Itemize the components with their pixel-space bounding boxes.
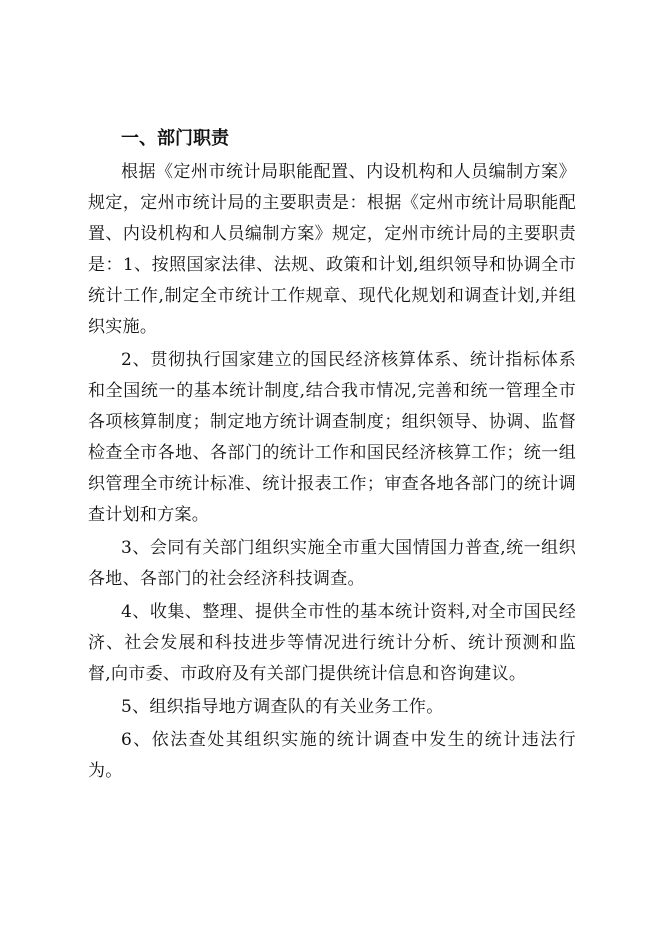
paragraph-item-2: 2、贯彻执行国家建立的国民经济核算体系、统计指标体系和全国统一的基本统计制度,结合我市情况,完善和统一管理全市各项核算制度；制定地方统计调查制度；组织领导、协调、监督检查全市各地、各部门的统计工作和国民经济核算工作；统一组织管理全市统计标准、统计报表工作；审查各地各部门的统计调查计划和方案。 — [88, 350, 576, 525]
paragraph-intro: 根据《定州市统计局职能配置、内设机构和人员编制方案》规定，定州市统计局的主要职责是：根据《定州市统计局职能配置、内设机构和人员编制方案》规定，定州市统计局的主要职责是：1、按照国家法律、法规、政策和计划,组织领导和协调全市统计工作,制定全市统计工作规章、现代化规划和调查计划,并组织实施。 — [88, 162, 576, 337]
document-body — [88, 122, 576, 787]
paragraph-item-6: 6、依法查处其组织实施的统计调查中发生的统计违法行为。 — [88, 730, 576, 781]
section-heading: 一、部门职责 — [121, 128, 229, 149]
paragraph-item-4: 4、收集、整理、提供全市性的基本统计资料,对全市国民经济、社会发展和科技进步等情况进行统计分析、统计预测和监督,向市委、市政府及有关部门提供统计信息和咨询建议。 — [88, 602, 576, 684]
paragraph-item-5: 5、组织指导地方调查队的有关业务工作。 — [121, 697, 444, 717]
paragraph-item-3: 3、会同有关部门组织实施全市重大国情国力普查,统一组织各地、各部门的社会经济科技调查。 — [88, 538, 576, 589]
